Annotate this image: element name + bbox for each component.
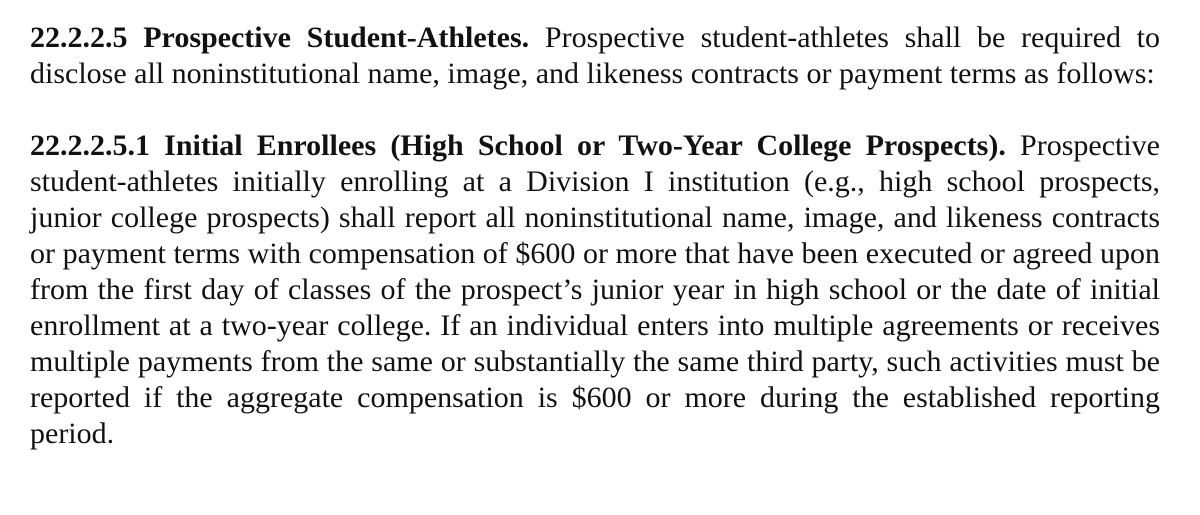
document-body xyxy=(30,20,1160,452)
section-22-2-2-5 xyxy=(30,20,1160,92)
section-22-2-2-5-1 xyxy=(30,128,1160,452)
section-text: Prospective student-athletes shall be required to disclose all noninstitutional name, image, and likeness contracts or payment terms as follows: xyxy=(30,21,1161,90)
section-text: Prospective student-athletes initially enrolling at a Division I institution (e.g., high school prospects, junior college prospects) shall report all noninstitutional name, image, and likeness contracts or payment terms with compensation of $600 or more that have been executed or agreed upon from the first day of classes of the prospect’s junior year in high school or the date of initial enrollment at a two-year college. If an individual enters into multiple agreements or receives multiple payments from the same or substantially the same third party, such activities must be reported if the aggregate compensation is $600 or more during the established reporting period. xyxy=(30,129,1160,450)
section-heading: 22.2.2.5.1 Initial Enrollees (High School or Two-Year College Prospects). xyxy=(30,129,1006,162)
section-heading: 22.2.2.5 Prospective Student-Athletes. xyxy=(30,21,530,54)
